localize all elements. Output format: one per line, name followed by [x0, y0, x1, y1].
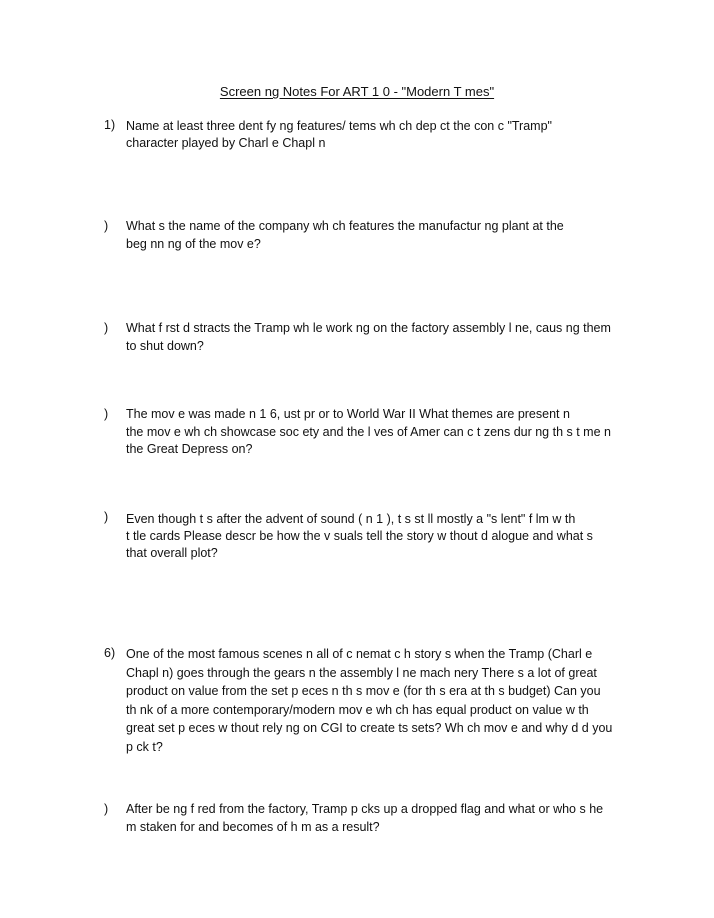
- question-line: to shut down?: [126, 338, 204, 353]
- question-line: beg nn ng of the mov e?: [126, 236, 261, 251]
- question-3: [104, 320, 634, 355]
- question-line: that overall plot?: [126, 546, 218, 560]
- question-line: th nk of a more contemporary/modern mov e wh ch has equal product on value w th: [126, 702, 589, 717]
- question-number: ): [104, 219, 109, 233]
- question-7: [104, 801, 634, 836]
- question-number: 6): [104, 646, 116, 660]
- question-line: product on value from the set p eces n th s mov e (for th s era at th s budget) Can you: [126, 684, 601, 698]
- question-text: [126, 118, 634, 152]
- question-line: great set p eces w thout rely ng on CGI to create ts sets? Wh ch mov e and why d d you: [126, 721, 613, 735]
- question-line: One of the most famous scenes n all of c nemat c h story s when the Tramp (Charl e: [126, 647, 593, 661]
- question-text: [126, 801, 634, 836]
- question-line: t tle cards Please descr be how the v suals tell the story w thout d alogue and what s: [126, 529, 593, 543]
- question-1: [104, 118, 634, 152]
- document-title-text: Screen ng Notes For ART 1 0 - "Modern T mes": [219, 84, 495, 99]
- question-line: What s the name of the company wh ch features the manufactur ng plant at the: [126, 219, 564, 233]
- question-number: 1): [104, 118, 116, 132]
- question-line: Name at least three dent fy ng features/ tems wh ch dep ct the con c "Tramp": [126, 119, 552, 133]
- question-5: [104, 511, 634, 562]
- question-line: p ck t?: [126, 739, 163, 754]
- question-text: [126, 218, 634, 253]
- question-6: [104, 645, 634, 756]
- question-line: What f rst d stracts the Tramp wh le work ng on the factory assembly l ne, caus ng them: [126, 321, 611, 335]
- question-2: [104, 218, 634, 253]
- question-number: ): [104, 802, 109, 816]
- document-title: [0, 83, 714, 101]
- question-text: [126, 645, 634, 756]
- question-line: Even though t s after the advent of sound ( n 1 ), t s st ll mostly a "s lent" f lm w th: [126, 512, 576, 526]
- question-4: [104, 406, 634, 459]
- question-number: ): [104, 407, 109, 421]
- question-line: the mov e wh ch showcase soc ety and the l ves of Amer can c t zens dur ng th s t me n: [126, 424, 611, 439]
- question-text: [126, 511, 634, 562]
- question-line: After be ng f red from the factory, Tramp p cks up a dropped flag and what or who s he: [126, 802, 604, 816]
- question-line: The mov e was made n 1 6, ust pr or to World War II What themes are present n: [126, 407, 570, 421]
- question-number: ): [104, 321, 109, 335]
- question-line: character played by Charl e Chapl n: [126, 136, 326, 150]
- question-number: ): [104, 510, 109, 524]
- question-text: [126, 406, 634, 459]
- question-text: [126, 320, 634, 355]
- question-line: m staken for and becomes of h m as a result?: [126, 819, 380, 834]
- question-line: Chapl n) goes through the gears n the assembly l ne mach nery There s a lot of great: [126, 665, 597, 680]
- question-line: the Great Depress on?: [126, 442, 253, 456]
